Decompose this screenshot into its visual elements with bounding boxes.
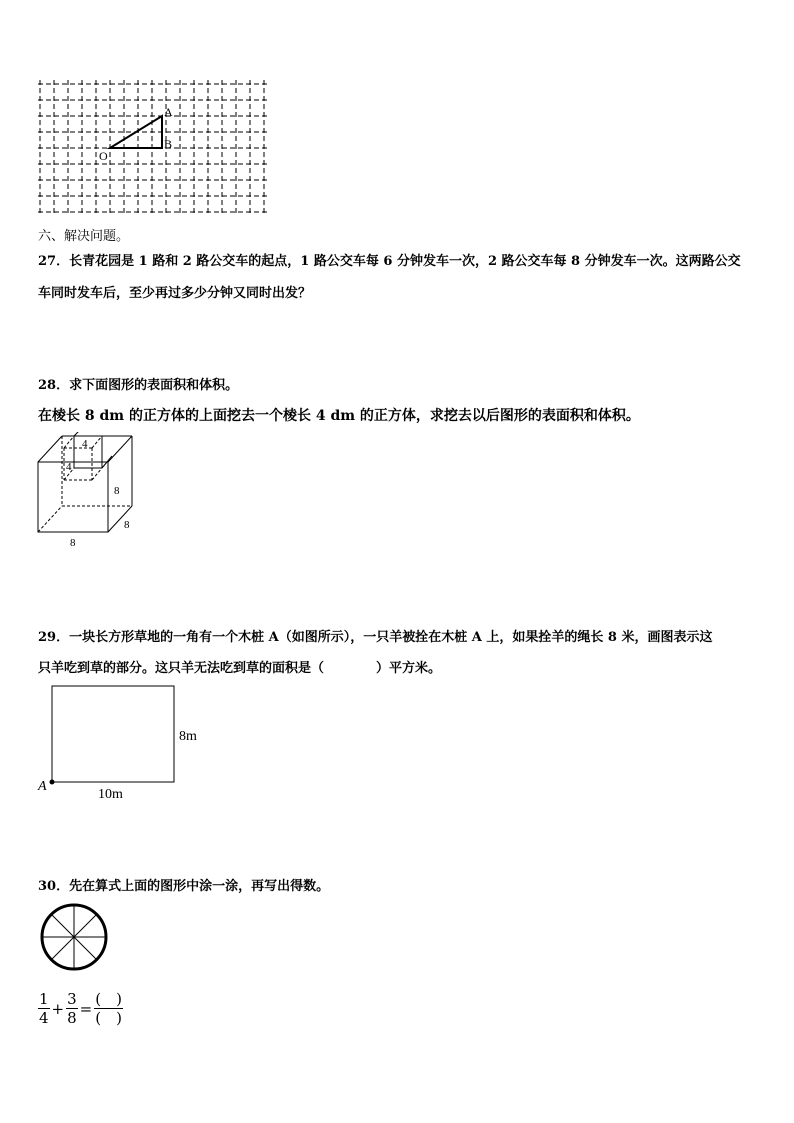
q28-line1: 28．求下面图形的表面积和体积。: [38, 378, 239, 393]
circle-divided-figure: [40, 902, 110, 972]
cube-label-height: 8: [114, 485, 120, 497]
answer-fraction[interactable]: [94, 990, 123, 1027]
cube-label-top: 4: [82, 438, 88, 450]
q29-line2: 只羊吃到草的部分。这只羊无法吃到草的面积是（ ）平方米。: [38, 661, 442, 676]
label-b: B: [164, 137, 173, 151]
label-a: A: [164, 105, 173, 119]
q28-line2: 在棱长 8 dm 的正方体的上面挖去一个棱长 4 dm 的正方体，求挖去以后图形的表面积和体积。: [38, 408, 640, 424]
label-o: O: [99, 149, 108, 163]
lawn-figure: [34, 680, 214, 804]
answer-denominator[interactable]: ( ): [95, 1009, 122, 1027]
lawn-height-label: 8m: [179, 729, 197, 744]
q29-line1: 29．一块长方形草地的一角有一个木桩 A（如图所示），一只羊被拴在木桩 A 上，如果拴羊的绳长 8 米，画图表示这: [38, 630, 713, 645]
lawn-rectangle: [52, 686, 174, 782]
cube-label-bottom: 8: [70, 537, 76, 549]
fraction-equation: [38, 990, 123, 1027]
section-heading: 六、解决问题。: [38, 229, 130, 244]
stake-point: [50, 780, 55, 785]
fraction-2-numerator: 3: [67, 990, 77, 1008]
lawn-width-label: 10m: [98, 787, 123, 802]
fraction-2-denominator: 8: [67, 1009, 77, 1027]
q30-line1: 30．先在算式上面的图形中涂一涂，再写出得数。: [38, 879, 330, 894]
cube-label-depth: 8: [124, 519, 130, 531]
fraction-1: [38, 990, 50, 1027]
cube-label-small-side: 4: [66, 461, 72, 473]
equals-sign: =: [79, 999, 93, 1018]
fraction-2: [66, 990, 78, 1027]
answer-numerator[interactable]: ( ): [95, 990, 122, 1008]
stake-label: A: [38, 779, 47, 794]
grid-figure: [36, 80, 276, 216]
cube-figure: [34, 432, 144, 550]
plus-sign: +: [51, 999, 65, 1018]
fraction-1-numerator: 1: [39, 990, 49, 1008]
q27-line2: 车同时发车后，至少再过多少分钟又同时出发？: [38, 286, 312, 301]
q27-line1: 27．长青花园是 1 路和 2 路公交车的起点，1 路公交车每 6 分钟发车一次，2 路公交车每 8 分钟发车一次。这两路公交: [38, 254, 741, 269]
fraction-1-denominator: 4: [39, 1009, 49, 1027]
